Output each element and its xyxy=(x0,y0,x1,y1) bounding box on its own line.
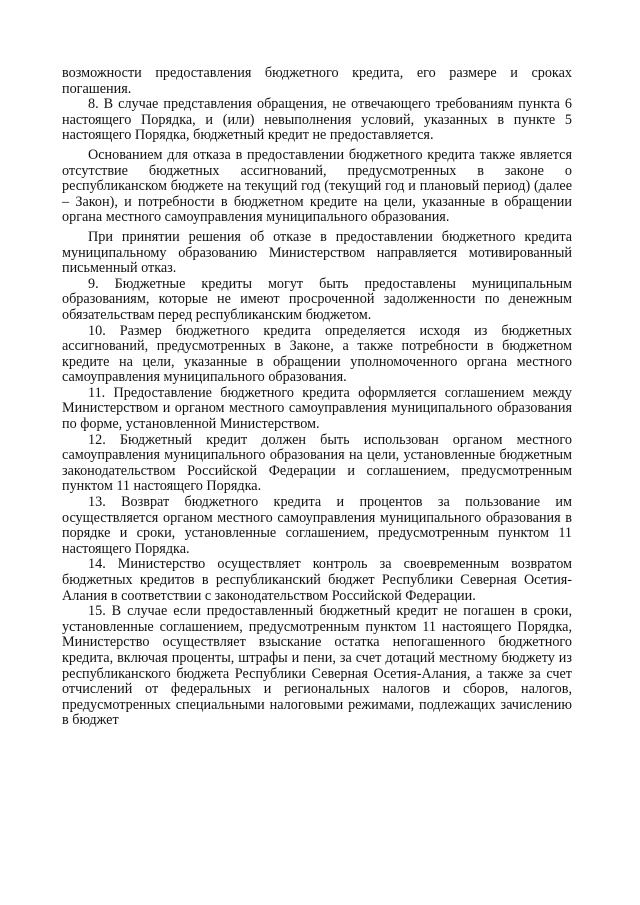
paragraph-refusal-grounds: Основанием для отказа в предоставлении бюджетного кредита также является отсутствие бюджетных ассигнований, предусмотренных в законе о республиканском бюджете на текущий год (текущий год и плановый период) (далее – Закон), и потребности в бюджетном кредите на цели, указанные в обращении органа местного самоуправления муниципального образования. xyxy=(62,146,572,226)
paragraph-item-13: 13. Возврат бюджетного кредита и процентов за пользование им осуществляется органом местного самоуправления муниципального образования в порядке и сроки, установленные соглашением, предусмотренным пунктом 11 настоящего Порядка. xyxy=(62,494,572,557)
paragraph-item-9: 9. Бюджетные кредиты могут быть предоставлены муниципальным образованиям, которые не имеют просроченной задолженности по денежным обязательствам перед республиканским бюджетом. xyxy=(62,275,572,323)
paragraph-item-11: 11. Предоставление бюджетного кредита оформляется соглашением между Министерством и органом местного самоуправления муниципального образования по форме, установленной Министерством. xyxy=(62,384,572,433)
paragraph-item-12: 12. Бюджетный кредит должен быть использован органом местного самоуправления муниципального образования на цели, установленные бюджетным законодательством Российской Федерации и соглашением, предусмотренным пунктом 11 настоящего Порядка. xyxy=(62,431,572,495)
paragraph-continuation: возможности предоставления бюджетного кредита, его размере и сроках погашения. xyxy=(62,65,572,97)
paragraph-item-14: 14. Министерство осуществляет контроль за своевременным возвратом бюджетных кредитов в республиканский бюджет Республики Северная Осетия-Алания в соответствии с законодательством Российской Федерации. xyxy=(62,556,572,604)
paragraph-item-15: 15. В случае если предоставленный бюджетный кредит не погашен в сроки, установленные соглашением, предусмотренным пунктом 11 настоящего Порядка, Министерство осуществляет взыскание остатка непогашенного бюджетного кредита, включая проценты, штрафы и пени, за счет дотаций местному бюджету из республиканского бюджета Республики Северная Осетия-Алания, а также за счет отчислений от федеральных и региональных налогов и сборов, налогов, предусмотренных специальными налоговыми режимами, подлежащих зачислению в бюджет xyxy=(62,603,572,729)
paragraph-item-8: 8. В случае представления обращения, не отвечающего требованиям пункта 6 настоящего Порядка, и (или) невыполнения условий, указанных в пункте 5 настоящего Порядка, бюджетный кредит не предоставляется. xyxy=(62,96,572,144)
document-page xyxy=(62,66,572,729)
paragraph-refusal-notice: При принятии решения об отказе в предоставлении бюджетного кредита муниципальному образованию Министерством направляется мотивированный письменный отказ. xyxy=(62,228,572,277)
paragraph-item-10: 10. Размер бюджетного кредита определяется исходя из бюджетных ассигнований, предусмотренных в Законе, а также потребности в бюджетном кредите на цели, указанные в обращении уполномоченного органа местного самоуправления муниципального образования. xyxy=(62,322,572,386)
